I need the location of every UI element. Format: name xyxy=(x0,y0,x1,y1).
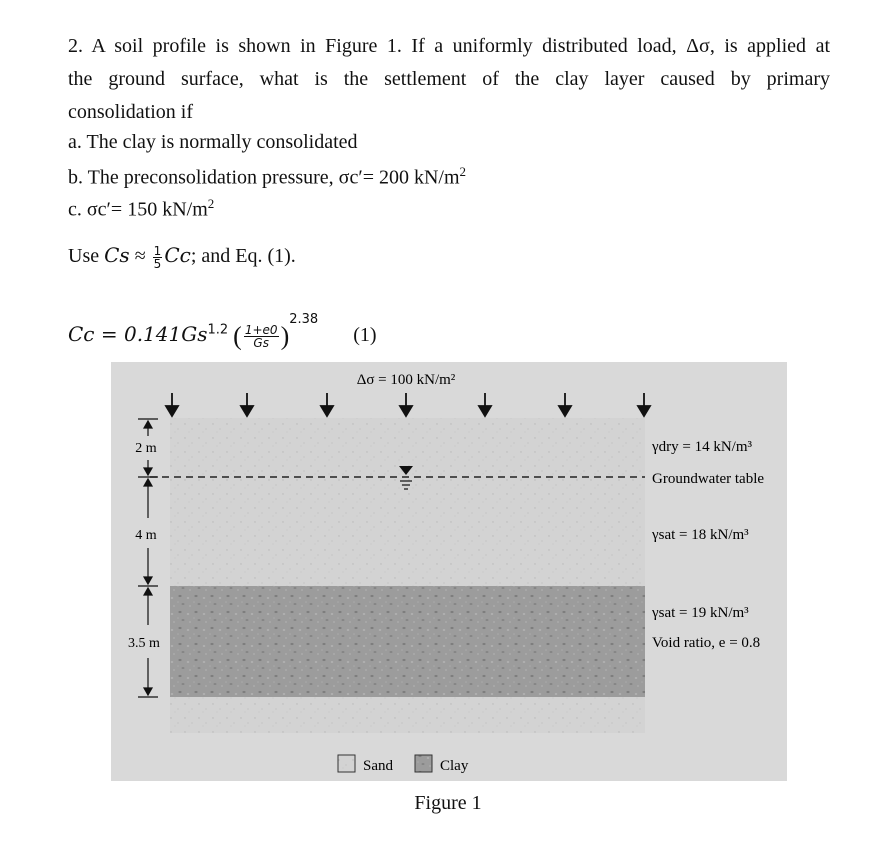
eq-paren-open: ( xyxy=(233,321,242,351)
dim-3-5m: 3.5 m xyxy=(128,636,160,651)
part-a: a. The clay is normally consolidated xyxy=(68,131,358,153)
gamma-dry-label: γdry = 14 kN/m³ xyxy=(652,439,752,455)
part-b-sup: 2 xyxy=(459,164,467,179)
use-cc: Cc xyxy=(164,243,191,267)
dim-2m: 2 m xyxy=(135,441,157,456)
load-label: Δσ = 100 kN/m² xyxy=(356,372,456,388)
use-frac-num: 1 xyxy=(153,243,162,258)
gamma-sat-sand-label: γsat = 18 kN/m³ xyxy=(652,527,749,543)
part-c-text: c. σc′= 150 kN/m xyxy=(68,198,208,221)
sand-layer-bottom xyxy=(170,697,645,733)
eq-frac-num: 1+e0 xyxy=(244,322,278,337)
use-prefix: Use xyxy=(68,245,100,267)
use-frac-den: 5 xyxy=(153,256,162,271)
part-b-text: b. The preconsolidation pressure, σc′= 200 kN/m xyxy=(68,166,460,189)
question-line-1: 2. A soil profile is shown in Figure 1. If a uniformly distributed load, Δσ, is applied at xyxy=(68,35,830,57)
use-suffix: ; and Eq. (1). xyxy=(190,245,296,267)
figure-caption: Figure 1 xyxy=(414,792,482,814)
use-cs: Cs xyxy=(104,243,130,267)
question-line-2: the ground surface, what is the settlement of the clay layer caused by primary xyxy=(68,68,830,90)
sand-layer-top xyxy=(170,418,645,586)
legend-sand-label: Sand xyxy=(363,758,393,774)
clay-layer xyxy=(170,586,645,697)
groundwater-label: Groundwater table xyxy=(652,471,765,487)
void-ratio-label: Void ratio, e = 0.8 xyxy=(652,635,761,651)
legend-sand-swatch xyxy=(338,755,355,772)
legend-clay-swatch xyxy=(415,755,432,772)
gamma-sat-clay-label: γsat = 19 kN/m³ xyxy=(652,605,749,621)
eq-paren-close: ) xyxy=(280,321,290,351)
dim-4m: 4 m xyxy=(135,528,157,543)
legend-clay-label: Clay xyxy=(440,758,469,774)
eq-frac-den: Gs xyxy=(253,335,269,350)
eq-exp2: 2.38 xyxy=(289,312,319,327)
part-c-sup: 2 xyxy=(207,196,215,211)
eq-exp1: 1.2 xyxy=(207,322,229,338)
use-approx: ≈ xyxy=(134,245,146,267)
eq-lhs: Cc = 0.141Gs xyxy=(68,322,208,346)
question-line-3: consolidation if xyxy=(68,101,193,123)
eq-number: (1) xyxy=(353,324,377,346)
